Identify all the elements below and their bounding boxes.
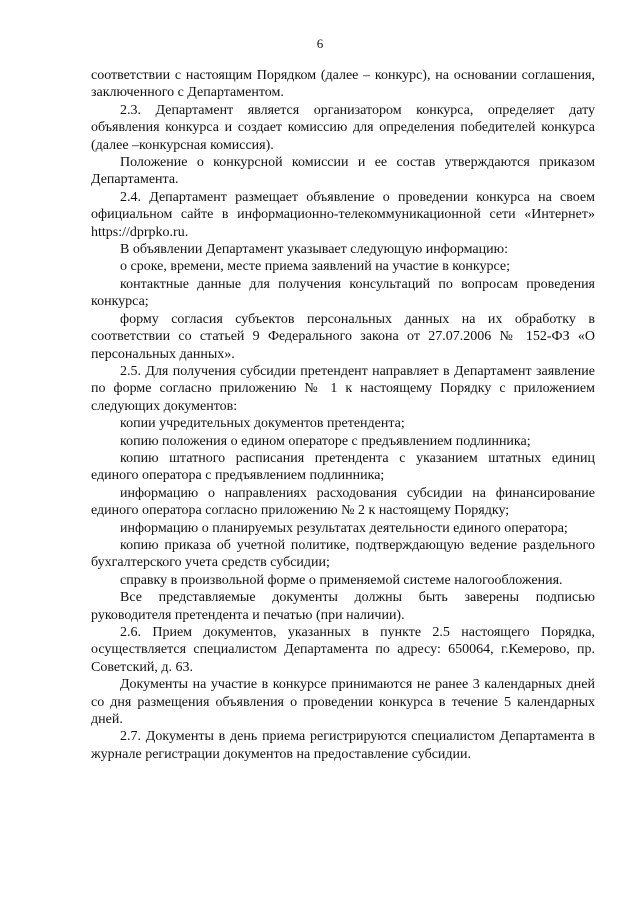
list-item-accounting-order: копию приказа об учетной политике, подтверждающую ведение раздельного бухгалтерского учета средств субсидии; xyxy=(91,537,595,571)
paragraph-continuation: соответствии с настоящим Порядком (далее – конкурс), на основании соглашения, заключенного с Департаментом. xyxy=(91,68,595,101)
paragraph-submission-period: Документы на участие в конкурсе принимаются не ранее 3 календарных дней со дня размещения объявления о проведении конкурса в течение 5 календарных дней. xyxy=(91,677,595,728)
list-item-staff-schedule: копию штатного расписания претендента с указанием штатных единиц единого оператора с предъявлением подлинника; xyxy=(91,450,595,484)
list-item-deadline: о сроке, времени, месте приема заявлений на участие в конкурсе; xyxy=(120,259,510,275)
list-item-operator-regulation: копию положения о едином операторе с предъявлением подлинника; xyxy=(120,433,531,449)
list-item-contacts: контактные данные для получения консультаций по вопросам проведения конкурса; xyxy=(91,276,595,310)
paragraph-2-7: 2.7. Документы в день приема регистрируются специалистом Департамента в журнале регистрации документов на предоставление субсидии. xyxy=(91,729,595,762)
paragraph-2-5: 2.5. Для получения субсидии претендент направляет в Департамент заявление по форме согласно приложению № 1 к настоящему Порядку с приложением следующих документов: xyxy=(91,363,595,414)
list-item-tax-certificate: справку в произвольной форме о применяемой системе налогообложения. xyxy=(120,572,563,588)
paragraph-certification: Все представляемые документы должны быть заверены подписью руководителя претендента и печатью (при наличии). xyxy=(91,590,595,623)
paragraph-commission-regulation: Положение о конкурсной комиссии и ее состав утверждаются приказом Департамента. xyxy=(91,155,595,188)
list-item-spending-info: информацию о направлениях расходования субсидии на финансирование единого оператора согласно приложению № 2 к настоящему Порядку; xyxy=(91,485,595,519)
paragraph-announcement-info: В объявлении Департамент указывает следующую информацию: xyxy=(120,242,508,258)
list-item-founding-docs: копии учредительных документов претендента; xyxy=(120,416,405,432)
paragraph-2-3: 2.3. Департамент является организатором конкурса, определяет дату объявления конкурса и создает комиссию для определения победителей конкурса (далее –конкурсная комиссия). xyxy=(91,102,595,153)
document-body xyxy=(91,67,595,763)
list-item-consent-form: форму согласия субъектов персональных данных на их обработку в соответствии со статьей 9 Федерального закона от 27.07.2006 № 152-ФЗ «О персональных данных». xyxy=(91,311,595,362)
paragraph-2-6: 2.6. Прием документов, указанных в пункте 2.5 настоящего Порядка, осуществляется специалистом Департамента по адресу: 650064, г.Кемерово, пр. Советский, д. 63. xyxy=(91,625,595,675)
paragraph-2-4: 2.4. Департамент размещает объявление о проведении конкурса на своем официальном сайте в информационно-телекоммуникационной сети «Интернет» https://dprpko.ru. xyxy=(91,189,595,240)
page-number: 6 xyxy=(316,36,324,51)
list-item-planned-results: информацию о планируемых результатах деятельности единого оператора; xyxy=(120,520,568,536)
